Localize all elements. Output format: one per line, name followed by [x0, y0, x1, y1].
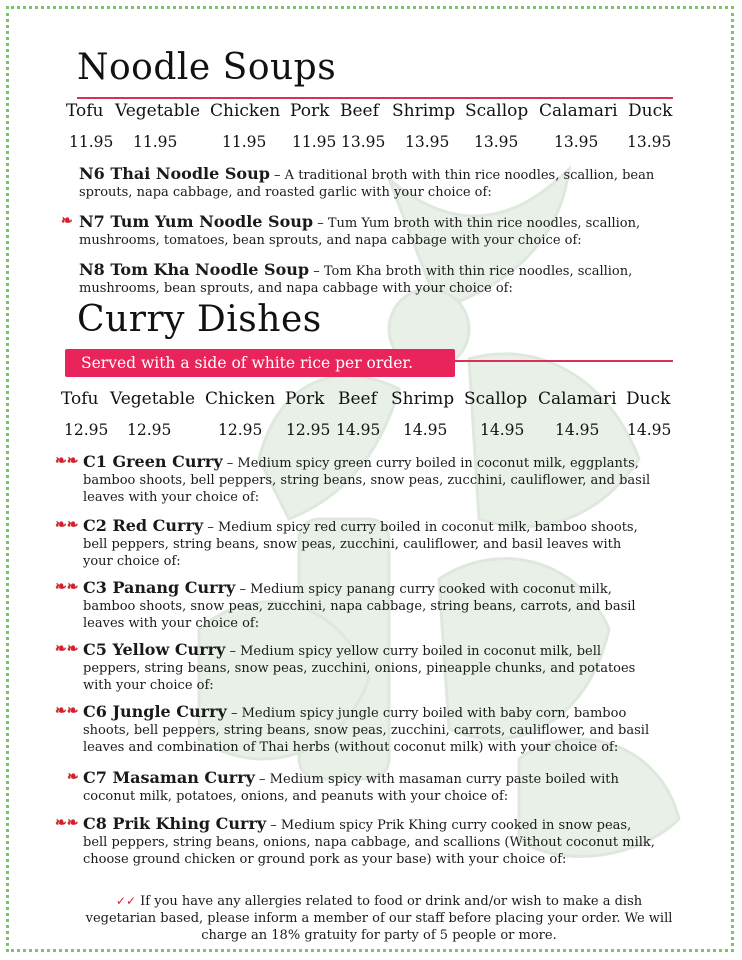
noodle-protein-headers: [9, 101, 731, 125]
price: 13.95: [405, 133, 450, 151]
item-name: N6 Thai Noodle Soup: [79, 164, 270, 183]
menu-item-n8: [79, 261, 679, 297]
item-name: C3 Panang Curry: [83, 578, 236, 597]
item-description: – Tom Kha broth with thin rice noodles, scallion, mushrooms, bean sprouts, and napa cabbage with your choice of:: [79, 264, 633, 296]
protein-label: Vegetable: [110, 389, 196, 409]
price: 11.95: [69, 133, 114, 151]
chili-icon: ❧❧: [55, 815, 79, 831]
protein-label: Scallop: [464, 389, 528, 409]
item-description: – Medium spicy jungle curry boiled with baby corn, bamboo shoots, bell peppers, string beans, snow peas, zucchini, carrots, cauliflower, and basil leaves and combination of Thai herbs (without coconut milk) with your choice of:: [83, 706, 650, 755]
banner-divider: [449, 360, 673, 362]
price: 14.95: [336, 421, 381, 439]
item-name: C7 Masaman Curry: [83, 768, 255, 787]
menu-item-c2: [55, 517, 655, 570]
protein-label: Beef: [340, 101, 379, 121]
price: 14.95: [480, 421, 525, 439]
protein-label: Duck: [628, 101, 673, 121]
item-description: – Medium spicy with masaman curry paste boiled with coconut milk, potatoes, onions, and peanuts with your choice of:: [83, 772, 619, 804]
item-description: – Medium spicy Prik Khing curry cooked in snow peas, bell peppers, string beans, onions, napa cabbage, and scallions (Without coconut milk, choose ground chicken or ground pork as your base) with your choice of:: [83, 818, 655, 867]
menu-item-c8: [55, 815, 655, 868]
chili-icon: ❧❧: [55, 703, 79, 719]
title-divider: [77, 97, 673, 99]
checkmark-icon: ✓✓: [115, 894, 136, 908]
item-description: – Medium spicy red curry boiled in coconut milk, bamboo shoots, bell peppers, string beans, snow peas, zucchini, cauliflower, and basil leaves with your choice of:: [83, 520, 638, 569]
menu-item-n6: [79, 165, 679, 201]
item-description: – Tum Yum broth with thin rice noodles, scallion, mushrooms, tomatoes, bean sprouts, and napa cabbage with your choice of:: [79, 216, 641, 248]
protein-label: Chicken: [210, 101, 281, 121]
menu-item-c5: [55, 641, 655, 694]
chili-icon: ❧: [67, 769, 79, 785]
item-name: C8 Prik Khing Curry: [83, 814, 267, 833]
chili-icon: ❧❧: [55, 641, 79, 657]
item-description: – Medium spicy panang curry cooked with coconut milk, bamboo shoots, snow peas, zucchini, napa cabbage, string beans, carrots, and basil leaves with your choice of:: [83, 582, 636, 631]
protein-label: Shrimp: [391, 389, 455, 409]
price: 11.95: [133, 133, 178, 151]
item-name: C6 Jungle Curry: [83, 702, 227, 721]
item-name: N8 Tom Kha Noodle Soup: [79, 260, 310, 279]
price: 14.95: [555, 421, 600, 439]
note-text: If you have any allergies related to food or drink and/or wish to make a dish vegetarian based, please inform a member of our staff before placing your order. We will charge an 18% gratuity for party of 5 people or more.: [85, 894, 673, 943]
protein-label: Duck: [626, 389, 671, 409]
rice-banner: Served with a side of white rice per order.: [65, 349, 455, 377]
protein-label: Pork: [290, 101, 330, 121]
menu-page: [6, 6, 734, 952]
protein-label: Beef: [338, 389, 377, 409]
chili-icon: ❧: [61, 213, 73, 229]
noodle-soups-title: Noodle Soups: [77, 47, 337, 88]
price: 12.95: [286, 421, 331, 439]
chili-icon: ❧❧: [55, 579, 79, 595]
chili-icon: ❧❧: [55, 517, 79, 533]
protein-label: Calamari: [538, 389, 617, 409]
price: 14.95: [627, 421, 672, 439]
allergy-note: [79, 893, 679, 944]
item-name: N7 Tum Yum Noodle Soup: [79, 212, 314, 231]
price: 13.95: [474, 133, 519, 151]
curry-protein-headers: [9, 389, 731, 413]
menu-item-n7: [61, 212, 679, 249]
noodle-prices: [9, 133, 731, 157]
price: 14.95: [403, 421, 448, 439]
menu-item-c3: [55, 579, 655, 632]
menu-item-c1: [55, 453, 655, 506]
protein-label: Tofu: [61, 389, 99, 409]
protein-label: Shrimp: [392, 101, 456, 121]
item-name: C2 Red Curry: [83, 516, 204, 535]
price: 13.95: [554, 133, 599, 151]
protein-label: Calamari: [539, 101, 618, 121]
price: 13.95: [627, 133, 672, 151]
price: 13.95: [341, 133, 386, 151]
item-description: – Medium spicy green curry boiled in coconut milk, eggplants, bamboo shoots, bell peppers, string beans, snow peas, zucchini, cauliflower, and basil leaves with your choice of:: [83, 456, 651, 505]
curry-prices: [9, 421, 731, 445]
price: 12.95: [218, 421, 263, 439]
chili-icon: ❧❧: [55, 453, 79, 469]
item-name: C5 Yellow Curry: [83, 640, 226, 659]
item-name: C1 Green Curry: [83, 452, 223, 471]
protein-label: Vegetable: [115, 101, 201, 121]
protein-label: Scallop: [465, 101, 529, 121]
item-description: – A traditional broth with thin rice noodles, scallion, bean sprouts, napa cabbage, and roasted garlic with your choice of:: [79, 168, 655, 200]
menu-item-c7: [55, 769, 655, 805]
protein-label: Tofu: [66, 101, 104, 121]
menu-item-c6: [55, 703, 655, 756]
price: 11.95: [222, 133, 267, 151]
price: 12.95: [64, 421, 109, 439]
item-description: – Medium spicy yellow curry boiled in coconut milk, bell peppers, string beans, snow peas, zucchini, onions, pineapple chunks, and potatoes with your choice of:: [83, 644, 636, 693]
protein-label: Pork: [285, 389, 325, 409]
price: 12.95: [127, 421, 172, 439]
curry-dishes-title: Curry Dishes: [77, 299, 322, 340]
protein-label: Chicken: [205, 389, 276, 409]
price: 11.95: [292, 133, 337, 151]
